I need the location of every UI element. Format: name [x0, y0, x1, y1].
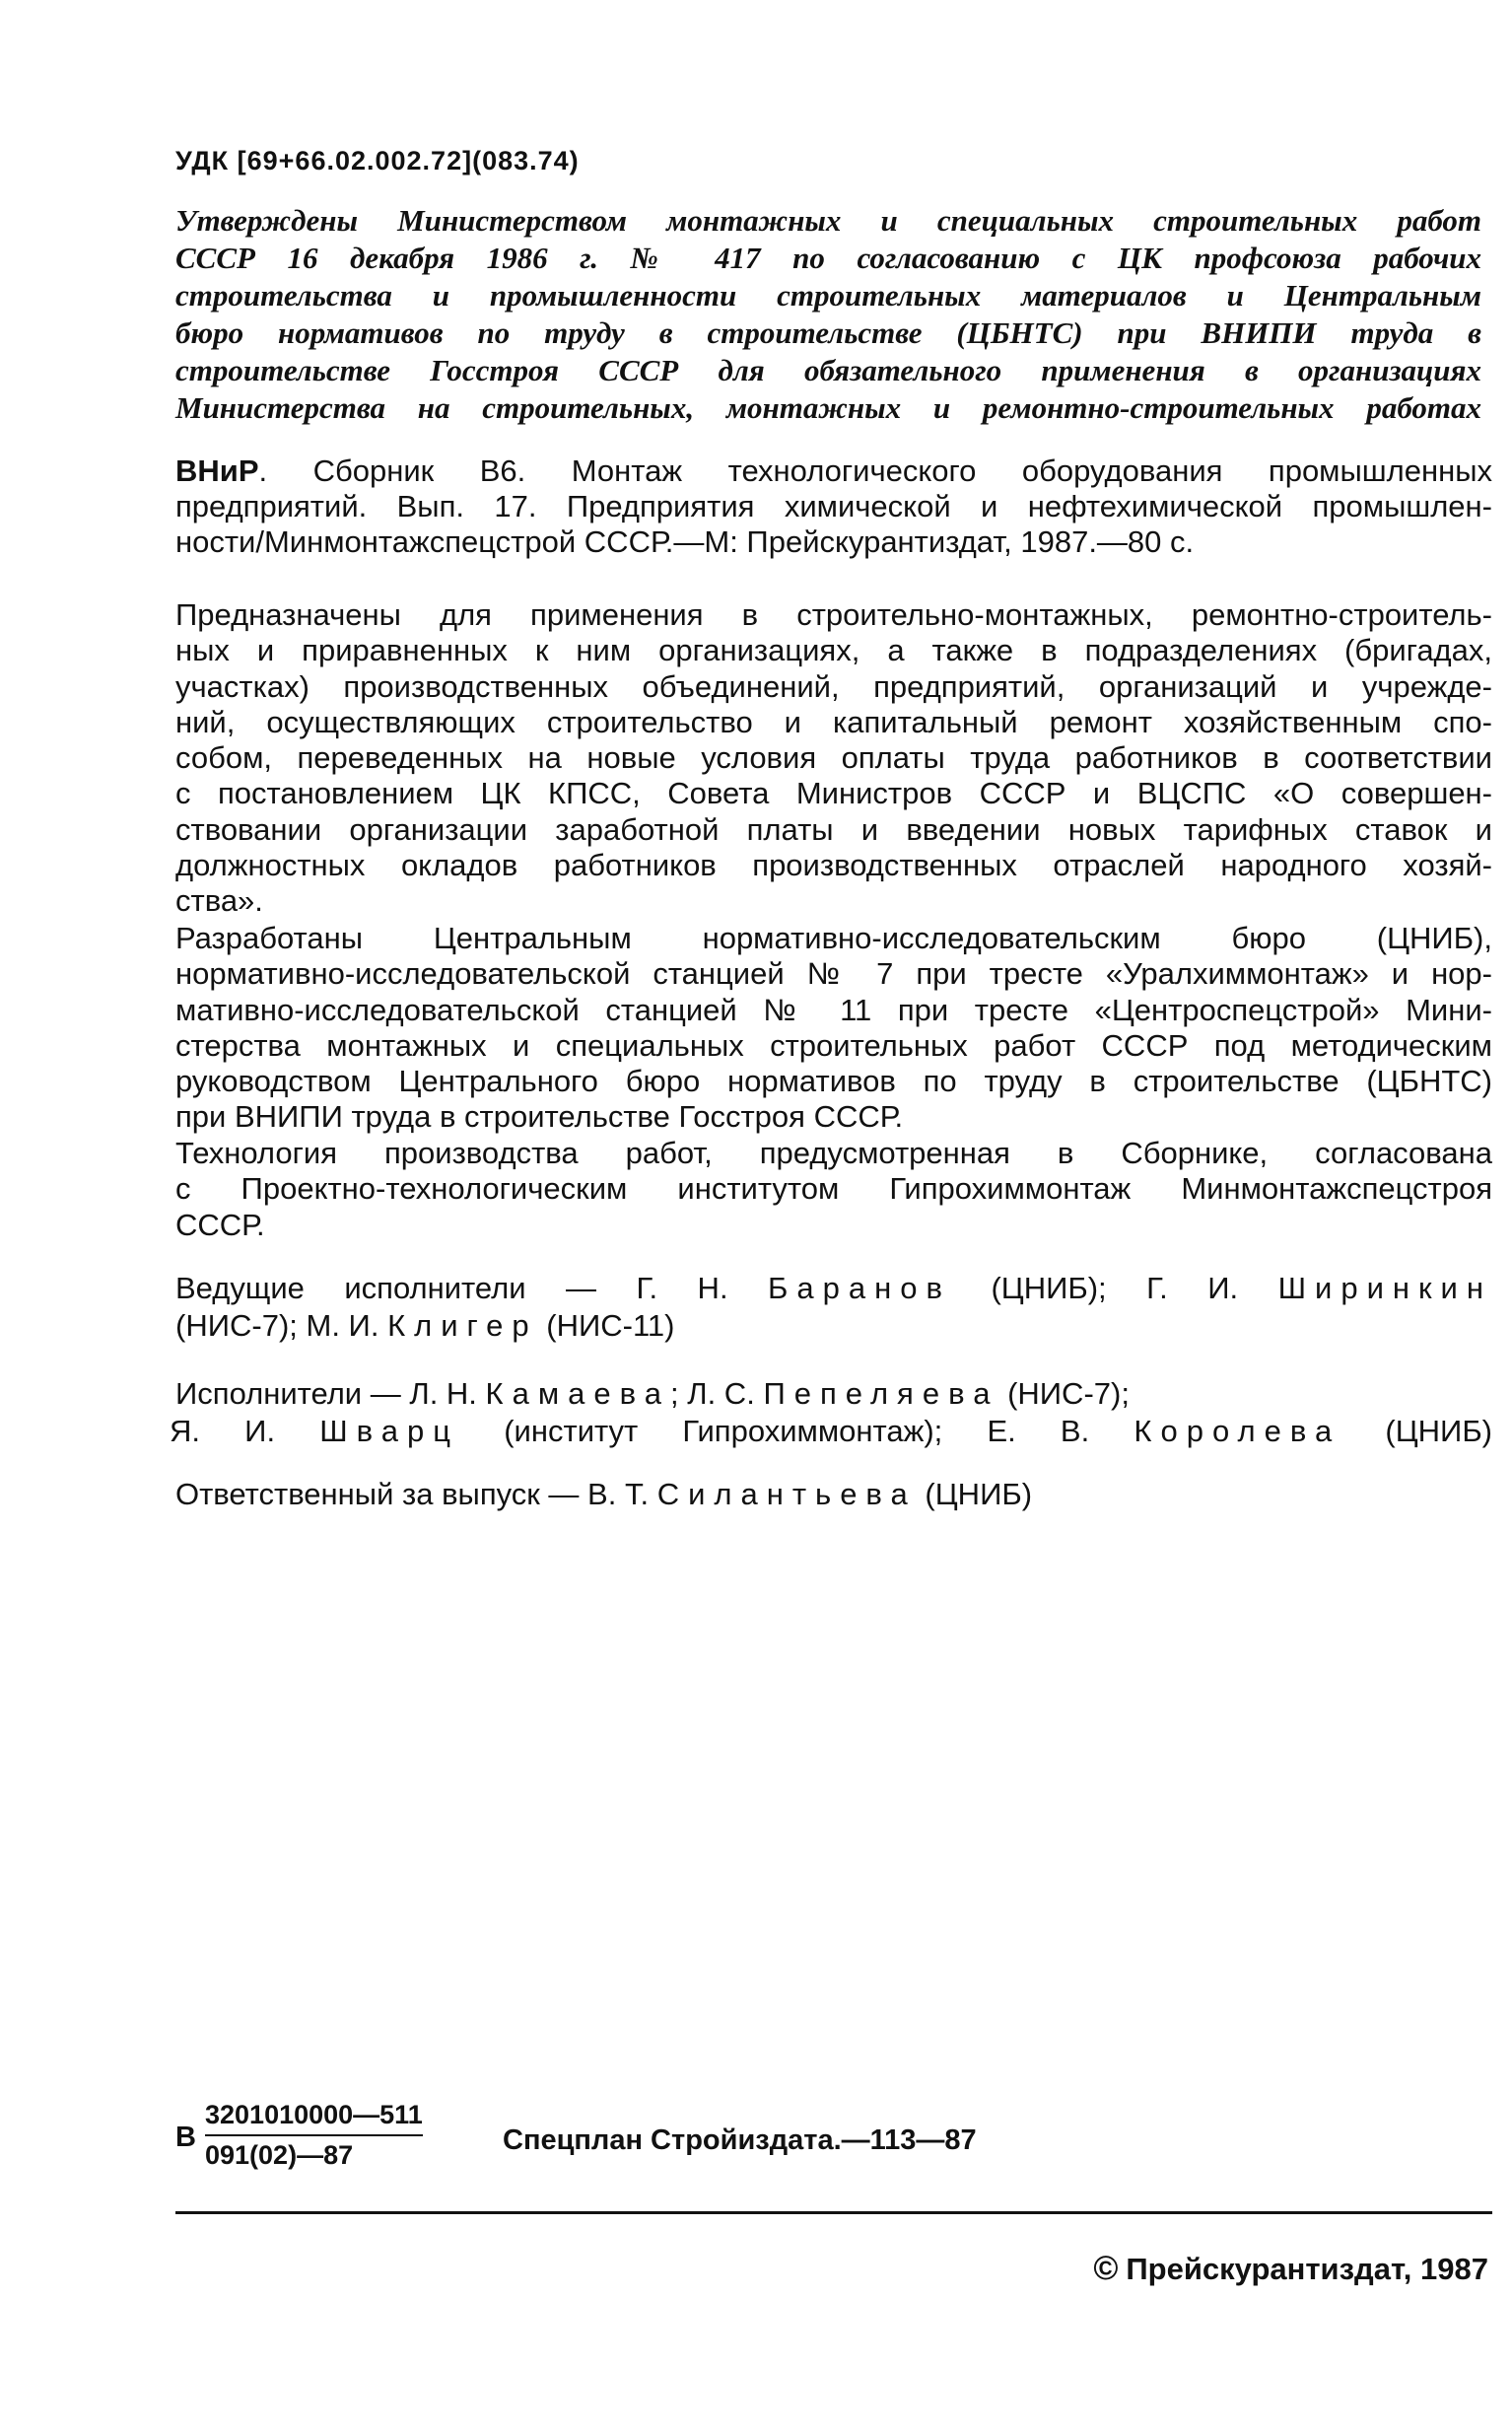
- paragraph-line: нормативно-исследовательской станцией № 7 при тресте «Уралхиммонтаж» и нор-: [175, 956, 1492, 992]
- paragraph-line: стерства монтажных и специальных строительных работ СССР под методическим: [175, 1027, 1492, 1063]
- executors: [170, 1375, 1492, 1450]
- paragraph-line: мативно-исследовательской станцией № 11 при тресте «Центроспецстрой» Мини-: [175, 992, 1492, 1027]
- lead-executors: [175, 1270, 1492, 1345]
- horizontal-divider: [175, 2211, 1492, 2214]
- purpose-paragraph: [175, 597, 1492, 920]
- executor-org-4: (ЦНИБ): [1385, 1414, 1492, 1448]
- paragraph-line: Предназначены для применения в строительно-монтажных, ремонтно-строитель-: [175, 597, 1492, 632]
- lead-label: Ведущие исполнители — Г. Н.: [175, 1271, 728, 1305]
- copyright-text: Прейскурантиздат, 1987: [1126, 2252, 1488, 2286]
- lead-org-2: (НИС-7); М. И.: [175, 1308, 379, 1343]
- executors-line-2: [170, 1413, 1492, 1450]
- biblio-title-abbr: ВНиР: [175, 453, 259, 488]
- imprint-numerator: 3201010000—511: [205, 2100, 423, 2136]
- responsible-name: Силантьева: [656, 1477, 917, 1511]
- technology-paragraph: [175, 1136, 1492, 1243]
- copyright-line: [1093, 2250, 1488, 2288]
- executor-org-2: (НИС-7);: [1007, 1376, 1130, 1411]
- paragraph-line: Разработаны Центральным нормативно-исследовательским бюро (ЦНИБ),: [175, 921, 1492, 955]
- approval-line: СССР 16 декабря 1986 г. № 417 по согласованию с ЦК профсоюза рабочих: [175, 241, 1481, 275]
- paragraph-line: руководством Центрального бюро нормативов по труду в строительстве (ЦБНТС): [175, 1064, 1492, 1099]
- biblio-line: предприятий. Вып. 17. Предприятия химической и нефтехимической промышлен-: [175, 489, 1492, 523]
- paragraph-line: с Проектно-технологическим институтом Гипрохиммонтаж Минмонтажспецстроя: [175, 1171, 1492, 1207]
- copyright-icon: ©: [1093, 2250, 1119, 2287]
- paragraph-line: при ВНИПИ труда в строительстве Госстроя СССР.: [175, 1099, 904, 1135]
- paragraph-line: СССР.: [175, 1207, 265, 1242]
- developers-paragraph: [175, 921, 1492, 1136]
- lead-name-3: Клигер: [387, 1308, 538, 1343]
- udk-code: УДК [69+66.02.002.72](083.74): [175, 146, 580, 175]
- bibliographic-record: [175, 453, 1492, 560]
- lead-org-3: (НИС-11): [546, 1308, 675, 1343]
- paragraph-line: должностных окладов работников производственных отраслей народного хозяй-: [175, 848, 1492, 883]
- paragraph-line: ства».: [175, 883, 263, 919]
- lead-line-2: [175, 1307, 1492, 1345]
- lead-name-1: Баранов: [768, 1271, 951, 1305]
- paragraph-line: ний, осуществляющих строительство и капитальный ремонт хозяйственным спо-: [175, 704, 1492, 739]
- approval-line: строительстве Госстроя СССР для обязательного применения в организациях: [175, 353, 1481, 387]
- paragraph-line: с постановлением ЦК КПСС, Совета Министров СССР и ВЦСПС «О совершен-: [175, 776, 1492, 811]
- responsible-editor: [175, 1476, 1492, 1513]
- paragraph-line: собом, переведенных на новые условия оплаты труда работников в соответствии: [175, 740, 1492, 776]
- lead-name-2: Ширинкин: [1277, 1271, 1492, 1305]
- biblio-line: ности/Минмонтажспецстрой СССР.—М: Прейскурантиздат, 1987.—80 с.: [175, 524, 1195, 559]
- paragraph-line: участках) производственных объединений, предприятий, организаций и учрежде-: [175, 668, 1492, 704]
- responsible-label: Ответственный за выпуск — В. Т.: [175, 1477, 650, 1511]
- paragraph-line: ствовании организации заработной платы и введении новых тарифных ставок и: [175, 811, 1492, 847]
- executor-name-3: Шварц: [319, 1414, 460, 1448]
- paragraph-line: Технология производства работ, предусмотренная в Сборнике, согласована: [175, 1136, 1492, 1170]
- lead-org-1: (ЦНИБ); Г. И.: [991, 1271, 1239, 1305]
- imprint-letter: В: [175, 2122, 196, 2153]
- executor-org-3: (институт Гипрохиммонтаж); Е. В.: [504, 1414, 1090, 1448]
- responsible-line: [175, 1476, 1492, 1513]
- executor-initials-3: Я. И.: [170, 1414, 276, 1448]
- paragraph-line: ных и приравненных к ним организациях, а также в подразделениях (бригадах,: [175, 633, 1492, 668]
- responsible-org: (ЦНИБ): [925, 1477, 1033, 1511]
- specplan-text: Спецплан Стройиздата.—113—87: [503, 2124, 977, 2156]
- lead-line-1: [175, 1270, 1492, 1307]
- executor-name-1: Камаева: [485, 1376, 671, 1411]
- executor-name-4: Королева: [1134, 1414, 1341, 1448]
- approval-line: бюро нормативов по труду в строительстве (ЦБНТС) при ВНИПИ труда в: [175, 315, 1481, 350]
- executor-name-2: Пепеляева: [763, 1376, 999, 1411]
- executor-org-1: ; Л. С.: [670, 1376, 755, 1411]
- approval-line: Утверждены Министерством монтажных и специальных строительных работ: [175, 203, 1481, 238]
- approval-line: Министерства на строительных, монтажных и ремонтно-строительных работах: [175, 390, 1481, 425]
- biblio-line1-text: . Сборник В6. Монтаж технологического оборудования промышленных: [258, 453, 1492, 488]
- imprint-denominator: 091(02)—87: [205, 2140, 354, 2170]
- approval-statement: [175, 202, 1481, 427]
- executors-line-1: [175, 1375, 1492, 1413]
- approval-line: строительства и промышленности строительных материалов и Центральным: [175, 278, 1481, 313]
- executors-label: Исполнители — Л. Н.: [175, 1376, 477, 1411]
- biblio-line: [175, 453, 1492, 489]
- imprint-fraction: [205, 2100, 423, 2171]
